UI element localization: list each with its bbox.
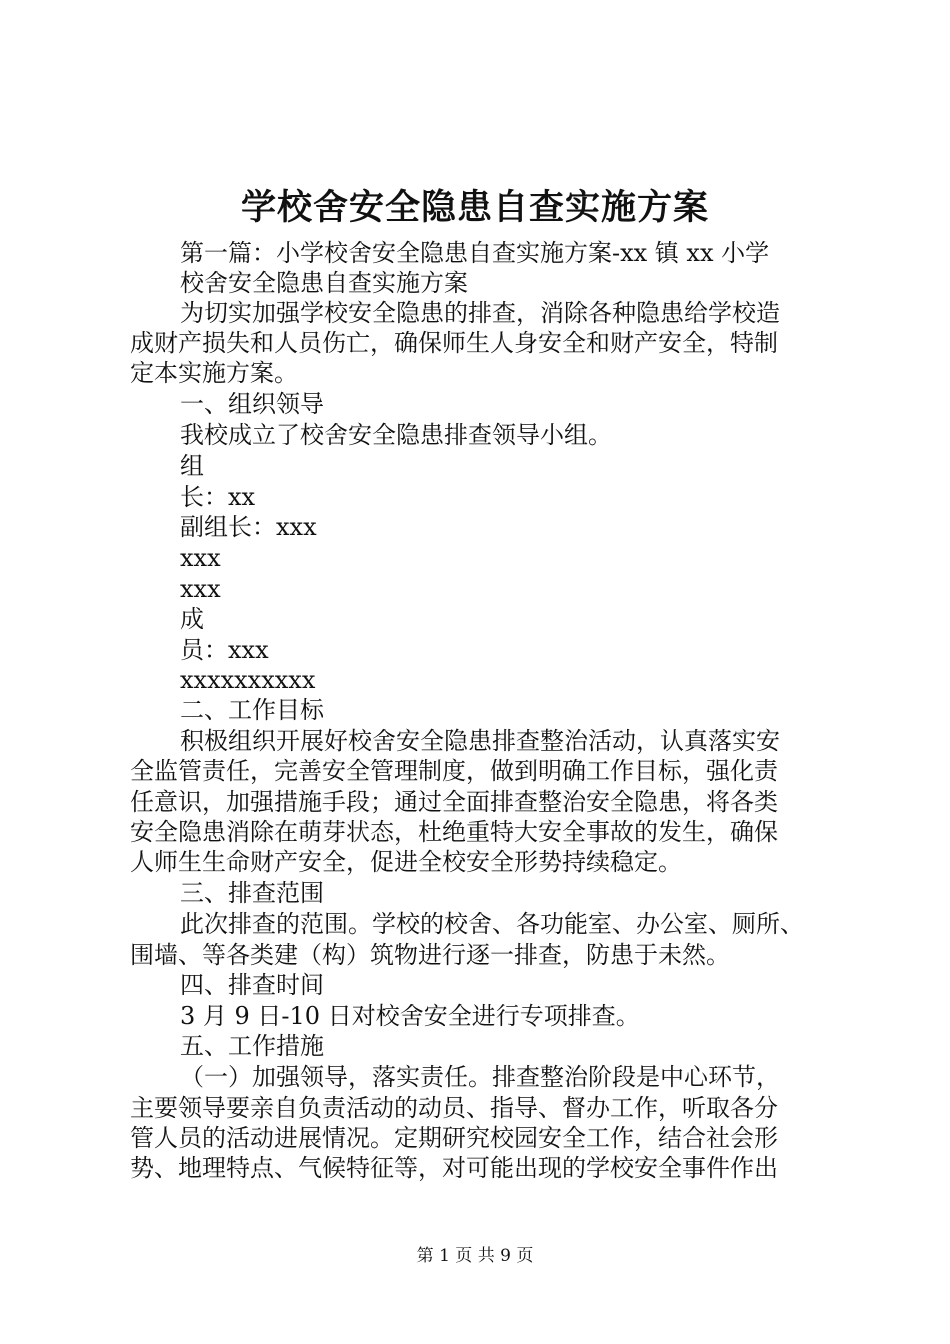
text-line: 围墙、等各类建（构）筑物进行逐一排查，防患于未然。 <box>130 941 730 969</box>
text-line: 我校成立了校舍安全隐患排查领导小组。 <box>180 421 612 449</box>
page-number: 第 1 页 共 9 页 <box>416 1246 534 1266</box>
text-line: 主要领导要亲自负责活动的动员、指导、督办工作，听取各分 <box>130 1094 778 1122</box>
text-line: 定本实施方案。 <box>130 359 298 387</box>
text-line: 成财产损失和人员伤亡，确保师生人身安全和财产安全，特制 <box>130 329 778 357</box>
text-line: 长：xx <box>180 483 256 511</box>
text-line: 安全隐患消除在萌芽状态，杜绝重特大安全事故的发生，确保 <box>130 818 778 846</box>
section-heading: 一、组织领导 <box>180 390 324 418</box>
text-line: xxxxxxxxxx <box>180 666 316 694</box>
text-line: 积极组织开展好校舍安全隐患排查整治活动，认真落实安 <box>180 727 780 755</box>
document-title: 学校舍安全隐患自查实施方案 <box>240 187 709 228</box>
text-line: 成 <box>180 605 204 633</box>
text-line: 势、地理特点、气候特征等，对可能出现的学校安全事件作出 <box>130 1154 778 1182</box>
text-line: 任意识，加强措施手段；通过全面排查整治安全隐患，将各类 <box>130 788 778 816</box>
text-line: 管人员的活动进展情况。定期研究校园安全工作，结合社会形 <box>130 1124 778 1152</box>
text-line: （一）加强领导，落实责任。排查整治阶段是中心环节， <box>180 1063 780 1091</box>
text-line: 人师生生命财产安全，促进全校安全形势持续稳定。 <box>130 848 682 876</box>
section-heading: 三、排查范围 <box>180 879 324 907</box>
text-line: 3 月 9 日-10 日对校舍安全进行专项排查。 <box>180 1002 640 1030</box>
text-line: 员：xxx <box>180 636 269 664</box>
section-heading: 五、工作措施 <box>180 1032 324 1060</box>
section-heading: 四、排查时间 <box>180 971 324 999</box>
text-line: 第一篇：小学校舍安全隐患自查实施方案-xx 镇 xx 小学 <box>180 239 770 267</box>
text-line: xxx <box>180 575 221 603</box>
section-heading: 二、工作目标 <box>180 696 324 724</box>
text-line: 为切实加强学校安全隐患的排查，消除各种隐患给学校造 <box>180 299 780 327</box>
text-line: xxx <box>180 544 221 572</box>
text-line: 组 <box>180 452 204 480</box>
text-line: 此次排查的范围。学校的校舍、各功能室、办公室、厕所、 <box>180 910 804 938</box>
text-line: 副组长：xxx <box>180 513 317 541</box>
text-line: 全监管责任，完善安全管理制度，做到明确工作目标，强化责 <box>130 757 778 785</box>
text-line: 校舍安全隐患自查实施方案 <box>180 269 468 297</box>
